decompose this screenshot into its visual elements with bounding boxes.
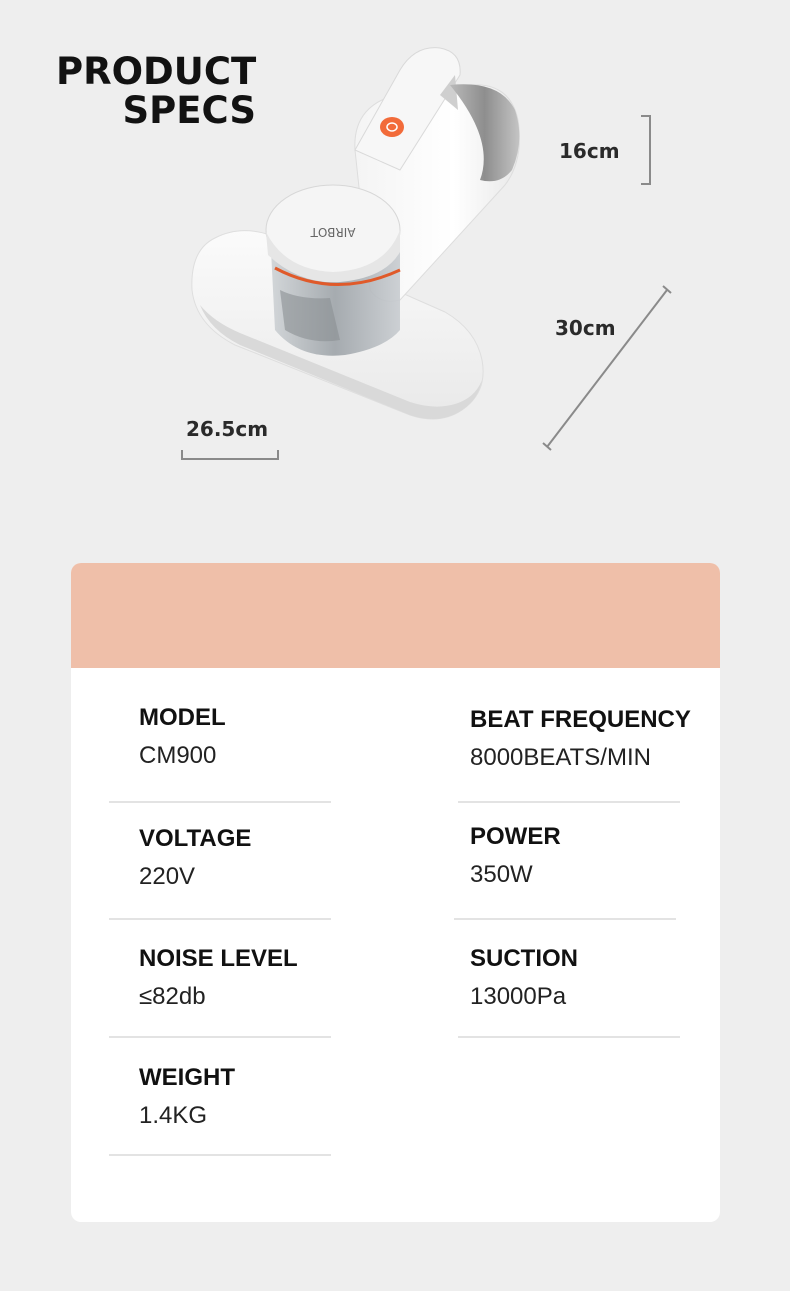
spec-weight	[139, 1064, 235, 1130]
length-dimension-label: 30cm	[555, 316, 616, 340]
specs-card	[71, 563, 720, 1222]
spec-value: 350W	[470, 861, 533, 888]
spec-value: 8000BEATS/MIN	[470, 744, 651, 771]
spec-value: 13000Pa	[470, 983, 567, 1010]
spec-beat-frequency	[470, 706, 691, 772]
divider	[458, 1036, 680, 1038]
spec-value: ≤82db	[139, 983, 206, 1010]
divider	[109, 1154, 331, 1156]
width-dimension-label: 26.5cm	[186, 417, 269, 441]
height-dimension-label: 16cm	[559, 139, 620, 163]
divider	[109, 801, 331, 803]
spec-label: SUCTION	[470, 945, 578, 972]
spec-label: VOLTAGE	[139, 825, 252, 852]
spec-label: WEIGHT	[139, 1064, 235, 1091]
specs-card-header	[71, 563, 720, 668]
spec-label: POWER	[470, 823, 561, 850]
divider	[109, 918, 331, 920]
spec-value: 220V	[139, 863, 196, 890]
spec-model	[139, 704, 226, 770]
spec-voltage	[139, 825, 251, 891]
spec-power	[470, 823, 561, 889]
dimension-lines	[0, 0, 790, 520]
divider	[109, 1036, 331, 1038]
divider	[454, 918, 676, 920]
spec-label: NOISE LEVEL	[139, 945, 298, 972]
divider	[458, 801, 680, 803]
spec-value: 1.4KG	[139, 1102, 208, 1129]
brand-mark: AIRBOT	[310, 225, 356, 239]
spec-label: BEAT FREQUENCY	[470, 706, 691, 733]
page-title-line-2: SPECS	[122, 89, 256, 132]
spec-label: MODEL	[139, 704, 226, 731]
spec-noise-level	[139, 945, 298, 1011]
spec-suction	[470, 945, 578, 1011]
spec-value: CM900	[139, 742, 217, 769]
page-title-line-1: PRODUCT	[56, 50, 257, 93]
